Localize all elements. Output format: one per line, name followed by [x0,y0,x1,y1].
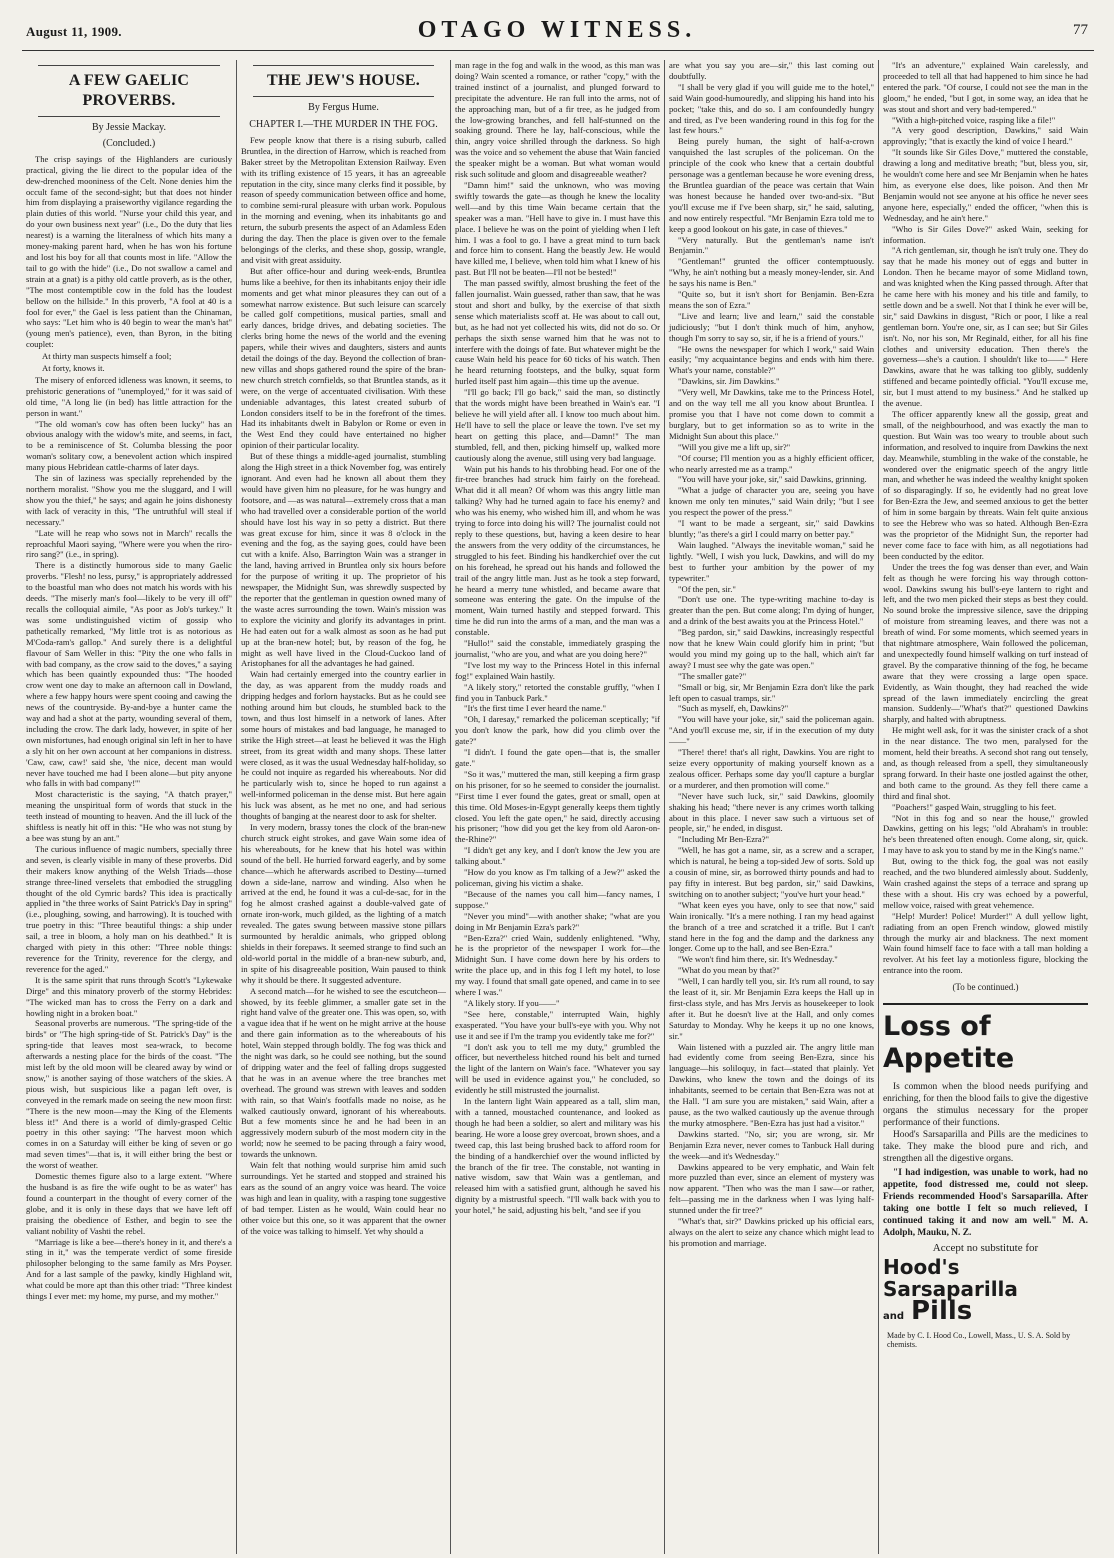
paragraph: "Very naturally. But the gentleman's name isn't Benjamin." [669,234,874,256]
advert-accept-line: Accept no substitute for [932,1242,1039,1255]
paragraph: Dawkins appeared to be very emphatic, and Wain felt more puzzled than ever, since an element of mystery was now apparent. "Then who was the man I saw—or rather, felt—passing me in the darkness when I was lying half-stunned under the fir tree?" [669,1161,874,1216]
paragraph: "Well, I can hardly tell you, sir. It's rum all round, to say the least of it, sir. Mr Benjamin Ezra keeps the Hall up in first-class style, and has Mrs Jervis as housekeeper to look after it. But he doesn't live at the Hall, and only comes Saturday to Monday. Why he keeps it up no one knows, sir." [669,976,874,1041]
paragraph: "Don't use one. The type-writing machine to-day is greater than the pen. But come along; I'm dying of hunger, and a drink of the best awaits you at the Princess Hotel." [669,594,874,627]
paragraph: "I don't ask you to tell me my duty," grumbled the officer, but nevertheless hitched round his belt and turned the light of the lantern on Wain's face. "Whatever you say will be used in evidence against you," he concluded, so evidently he still mistrusted the journalist. [455,1041,660,1096]
paragraph: "I didn't. I found the gate open—that is, the smaller gate." [455,747,660,768]
advert-brand: Hood's Sarsaparilla [883,1254,1018,1301]
page-number: 77 [1073,22,1088,38]
paragraph: "Poachers!" gasped Wain, struggling to his feet. [892,801,1057,812]
paragraph: "You will have your joke, sir," said Dawkins, grinning. [678,474,867,485]
gaelic-headline: A FEW GAELIC PROVERBS. [68,72,190,109]
paragraph: "What keen eyes you have, only to see that now," said Wain ironically. "It's a mere nothing. I ran my head against the branch of a tree and scratched it a trifle. But I can't stand here in the fog and the damp and the darkness any longer. Come up to the hall, and see Ben-Ezra." [669,899,874,954]
paragraph: But, owing to the thick fog, the goal was not easily reached, and the two blundered aimlessly about. Suddenly, Wain crashed against the steps of a terrace and sprang up these with a shout. His cry was echoed by a powerful, mellow voice, raised with great vehemence. [883,856,1088,910]
paragraph: "Including Mr Ben-Ezra?" [678,834,770,845]
paragraph: The curious influence of magic numbers, specially three and seven, is clearly visible in many of these proverbs. Did their makers know anything of the Welsh Triads—those strange three-lined verselets that embodied the struggling thought of the old Cymric bards? This idea is practically applied in "the three works of Saint Patrick's Day in spring" (i.e., ploughing, sowing, and harrowing). It is touched with true poetry in this: "Three beautiful things: a ship under sail, a tree in bloom, a holy man on his deathbed." It is charged with piety in this other: "Three noble things: reverence for the Trinity, reverence for the clergy, and reverence for the aged." [26,843,232,974]
paragraph: man rage in the fog and walk in the wood, as this man was doing? Wain scented a romance, or rather "copy," with the trained instinct of a journalist, and plunged forward to precipitate the adventure. He ran full into the arms, not of the approaching man, but of a fir tree, as he judged from the low-growing branches, and fell half-stunned on the soaking ground. There he lay, half-conscious, while the thin, angry voice shrilled through the darkness. So high was the voice and so vehement the abuse that Wain fancied the speaker might be a woman. But what woman would risk such solitude and gloom and disagreeable weather? [455,60,660,180]
paragraph: "What a judge of character you are, seeing you have known me only ten minutes," said Wain drily; "but I see you respect the power of the press." [669,485,874,518]
paragraph: "So it was," muttered the man, still keeping a firm grasp on his prisoner, for so he seemed to consider the journalist. "First time I ever found the gates, great or small, open at this time. Old Moses-in-Egypt generally keeps them tightly closed. You left the gate open," he said, directly accusing his prisoner; "how did you get the key from old Aaron-on-the-Rhine?" [455,768,660,845]
paragraph: But after office-hour and during week-ends, Bruntlea hums like a beehive, for then its inhabitants enjoy their idle moments and get what minor pleasures they can out of a somewhat narrow existence. But such leisure can scarcely be called golf competitions, musical parties, small and early dances, bridge drives, and debating societies. The clerks bring home the news of the world and the evening papers, while their wives and daughters, sisters and aunts detail the doings of the day. Beyond the collection of bran-new villas and shops gathered round the spire of the bran-new church stretch cornfields, so that Bruntlea stands, as it were, on the verge of accentuated civilisation. With these undeniable advantages, this latest created suburb of London considers itself to be in the forefront of the times. Had its inhabitants dwelt in Babylon or Rome or even in the West End they could have entertained no higher opinion of their particular locality. [241,265,446,451]
paragraph: "I shall be very glad if you will guide me to the hotel," said Wain good-humouredly, and slipping his hand into his pocket; "take this, and do so. I am confoundedly hungry and tired, as I've been wandering round in this fog for the last few hours." [669,81,874,136]
paragraph: "I'll go back; I'll go back," said the man, so distinctly that the words might have been breathed in Wain's ear. "I believe he will yield after all. I know too much about him. He'll have to sell the place or leave the town. I've set my heart on getting this place, and—Damn!" The man stumbled, fell, and then, picking himself up, walked more cautiously along the avenue, still using very bad language. [455,387,660,463]
advert-body: Is common when the blood needs purifying and enriching, for then the blood fails to give the digestive organs the stimulus necessary for the proper performance of their functions. [883,1082,1088,1129]
paragraph: The crisp sayings of the Highlanders are curiously practical, giving the lie direct to the popular idea of the dew-drenched mooniness of the Celt. None denies him the occult fame of the second-sight; but that does not hinder him from displaying a praiseworthy vigilance regarding the plain duties of this world. "Nurse your child this year, and do your own business next year" (i.e., Do the duty that lies nearest) is a warning the literalness of which hits many a money-making parent hard, when he has won his fortune and lost his boy for all that counts most in life. "Allow the tail to go with the hide" (i.e., Do not swallow a camel and strain at a gnat) is a pithy old cattle proverb, as is the other, "The most contemptible cow in the fold has the loudest bellow on the hillside." In this proverb, "A fool at 40 is a fool for ever," the Gael is less patient than the Chinaman, who says: "Let him who is 40 begin to wear the man's hat" (young men's patience), even, than Byron, in the biting couplet: [26,153,232,350]
jews-house-headline: THE JEW'S HOUSE. [266,72,421,89]
paragraph: "A likely story," retorted the constable gruffly, "when I find you in Tanbuck Park." [455,681,660,703]
paragraph: "You will have your joke, sir," said the policeman again. "And you'll excuse me, sir, if in the execution of my duty——" [669,714,874,747]
paragraph: "We won't find him there, sir. It's Wednesday." [678,954,838,965]
paragraph: "Of the pen, sir." [678,583,736,594]
advert-pills-line [883,1295,1088,1350]
paragraph: Wain laughed. "Always the inevitable woman," said he lightly. "Well, I wish you luck, Dawkins, and will do my best to further your ambition by the power of my typewriter." [669,539,874,583]
chapter-heading: CHAPTER I.—THE MURDER IN THE FOG. [249,118,438,130]
paragraph: "Because of the names you call him—fancy names, I suppose." [455,888,660,910]
paragraph: "Live and learn; live and learn," said the constable judiciously; "but I don't think much of him, anyhow, though I'm sorry to say so, sir, if he is a friend of yours." [669,310,874,343]
paragraph: The man passed swiftly, almost brushing the feet of the fallen journalist. Wain guessed, rather than saw, that he was stout and short and bulky, by the exercise of that sixth sense which materialists scoff at. He was about to call out, but, as he had not yet collected his wits, did not do so. Or perhaps the sixth sense warned him that he was not to interfere with the doings of fate. But whatever might be the cause Wain held his peace for 60 ticks of his watch. Then he heard returning footsteps, and the bulky, squat form hurled itself past him again—this time up the avenue. [455,278,660,387]
paragraph: Few people know that there is a rising suburb, called Bruntlea, in the direction of Harrow, which is reached from Baker street by the Metropolitan Extension Railway. Even with its trifling existence of 15 years, it has an agreeable reputation in the city, since many clerks find it possible, by reason of speedy communication between office and home, to combine semi-rural pleasure with urban work. Populous in the morning and evening, when its inhabitants go and return, the suburb presents the aspect of an Adamless Eden during the day. Then the place is given over to the female belongings of the clerks, and these shop, gossip, wrangle, and visit with great assiduity. [241,134,446,265]
headline-rule [38,116,220,117]
paragraph: "I didn't get any key, and I don't know the Jew you are talking about." [455,845,660,867]
paragraph: In very modern, brassy tones the clock of the bran-new church struck eight strokes, and gave Wain some idea of his whereabouts, for he knew that his hotel was within sound of the bell. He hurried forward eagerly, and by some chance—which he afterwards ascribed to Destiny—turned down a side-lane, narrow and winding. Also when he arrived at the end, he found it was a cul-de-sac, for in the fog he almost crashed against a double-valved gate of ornate iron-work, much gilded, as the lighting of a match revealed. The gates swung between massive stone pillars surmounted by heraldic animals, who gripped oblong shields in their forepaws. It seemed strange to find such an old-world portal in the middle of a bran-new suburb, and, in spite of his disagreeable position, Wain paused to think why it should be there. It suggested adventure. [241,822,446,985]
paragraph: A second match—for he wished to see the escutcheon—showed, by its feeble glimmer, a smaller gate set in the right hand valve of the greater one. This was open, so, with a vague idea that if he went on he might arrive at the house and there gain information as to the whereabouts of his hotel, Wain stepped through boldly. The fog was thick and the night was dark, so he could see nothing, but the sound of dripping water and the feel of falling drops suggested that he was in an avenue where the tree branches met overhead. The ground was strewn with leaves and sodden with rain, so that Wain's footfalls made no noise, as he walked cautiously onward, ignorant of his whereabouts. But a few moments since he and he had been in an aggressively modern suburb of the most modern city in the world; now he seemed to be pacing through a fairy wood, towards the unknown. [241,985,446,1160]
headline-rule [253,96,434,97]
paragraph: Seasonal proverbs are numerous. "The spring-tide of the birds" or "The high spring-tide of St. Patrick's Day" is the spring-tide that leaves most sea-wrack, to become afterwards a nesting place for the birds of the coast. "The mist left by the old moon will be cleared away by wind or snow," is another saying of those watchers of the skies. A pious wish, but suspicious like a pagan left over, is conveyed in the remark made on seeing the new moon first: "There is the new moon—may the King of the Elements bless it!" And there is a world of dimly-grasped Celtic poetry in this other saying: "The harvest moon which comes in on a Saturday will either be king of seven or go mad seven times"—that is, it will either bring the best or the worst of weather. [26,1018,232,1171]
paragraph: "A very good description, Dawkins," said Wain approvingly; "that is exactly the kind of voice I heard." [883,125,1088,147]
headline-rule [38,65,220,66]
paragraph: It is the same spirit that runs through Scott's "Lykewake Dirge" and this minatory proverb of the stormy Hebrides: "The wicked man has to cross the Ferry on a dark and howling night in a broken boat." [26,974,232,1018]
gaelic-byline: By Jessie Mackay. [91,122,167,133]
newspaper-title: OTAGO WITNESS. [417,17,697,43]
verse-line: At forty, knows it. [42,363,105,374]
issue-date: August 11, 1909. [26,24,122,39]
advert-body: Hood's Sarsaparilla and Pills are the medicines to take. They make the blood pure and rich, and strengthen all the digestive organs. [883,1130,1088,1165]
paragraph: "There! there! that's all right, Dawkins. You are right to seize every opportunity of making yourself known as a zealous officer. Perhaps some day you'll capture a burglar or a murderer, and then promotion will come." [669,747,874,790]
advert-maker: Made by C. I. Hood Co., Lowell, Mass., U. S. A. Sold by chemists. [887,1331,1071,1350]
advert-and: and [883,1310,905,1322]
masthead-rule [22,50,1094,51]
paragraph: "Not in this fog and so near the house," growled Dawkins, getting on his legs; "old Abraham's in trouble: he's been threatened often enough. Come along, sir, quick. I may have to ask you to stand by me in the King's name." [883,812,1088,856]
paragraph: "The smaller gate?" [678,670,747,681]
paragraph: "Gentleman!" grunted the officer contemptuously. "Why, he ain't nothing but a measly money-lender, sir. And he says his name is Ben." [669,256,874,289]
paragraph: "Hullo!" said the constable, immediately grasping the journalist, "who are you, and what are you doing here?" [455,638,660,659]
paragraph: "A rich gentleman, sir, though he isn't truly one. They do say that he made his money out of eggs and butter in London. Then he became mayor of some Midland town, and was knighted when the King passed through. After that he came here with his money and his title and family, to settle down and be a swell. Not that I think he ever will be, sir," said Dawkins in disgust, "Rich or poor, I like a real gentleman born. You're one, sir, as I can see; but Sir Giles isn't. No, nor his son, Mr Reginald, either, for all his fine clothes and university education. Then there's the governess—she's a caution. I shouldn't like to——" Here Dawkins, aware that he was talking too glibly, suddenly stiffened and became pointedly official. "You'll excuse me, sir, but I must attend to my business." And he stalked up the avenue. [883,245,1088,409]
paragraph: "Damn him!" said the unknown, who was moving swiftly towards the gate—as though he knew the locality well—and by this time Wain became certain that the speaker was a man. "Hell have to give in. I must have this place. I believe he was on the point of yielding when I left him. I was a fool to go. I have a great mind to turn back and force him to consent. Hang the beastly Jew. He would have killed me, I believe, when told him what I knew of his past. But I'll not be beaten—I'll not be bested!" [455,179,660,278]
paragraph: Under the trees the fog was denser than ever, and Wain felt as though he were forcing his way through cotton-wool. Dawkins swung his bull's-eye lantern to right and left, and the two men picked their steps as best they could. No sound broke the impressive silence, save the dripping of moisture from streaming leaves, and there was not a breath of wind. For some moments, which seemed years in that nightmare atmosphere, Wain followed the policeman, and unexpectedly found himself walking on turf instead of gravel. By the comparative thinning of the fog, he became aware that they were crossing a large open space. Evidently, as Wain thought, they had reached the wide spread of the lawn immediately encircling the great mansion. Suddenly—"What's that?" questioned Dawkins sharply, and halted with abruptness. [883,561,1088,725]
hoods-advertisement [883,1003,1088,1350]
advert-headline: Loss of Appetite [883,1011,1015,1075]
paragraph: In the lantern light Wain appeared as a tall, slim man, with a tanned, moustached countenance, and looked as though he had been a soldier, so alert and military was his bearing. He wore a loose grey overcoat, brown shoes, and a tweed cap, this last being brushed back to afford room for the binding of a handkerchief over the wound inflicted by the branch of the fir tree. The constable, not wanting in native wisdom, saw that Wain was a gentleman, and released him with a satisfied grunt, although he saved his dignity by a mistrustful speech. "I'll walk back with you to your hotel," he said, adjusting his belt, "and see if you [455,1096,660,1216]
paragraph: "What's that, sir?" Dawkins pricked up his official ears, always on the alert to seize any chance which might lead to his promotion and marriage. [669,1216,874,1248]
paragraph: There is a distinctly humorous side to many Gaelic proverbs. "Flesh! no less, pursy," is appropriately addressed to the boastful man who does not match his words with his deeds. "The miserly man's fool—likely to be very ill off" recalls the colloquial aimile, "As poor as Job's turkey." It was some undistinguished victim of gossip who pathetically remarked, "My little trot is as notorious as M'Coda-ram's gallop." And surely there is a delightful flavour of Sam Weller in this: "Pity the one who falls in with bad company, as the crow said to the doves," a saying which has been quaintly expounded thus: "The hooded crow went one day to make an afternoon call in Dowland, where a few happy hours were spent cooing and cawing the news of the countryside. By-and-bye a hunter came the way and had a shot at the party, wounding several of them, including the crow. The dark lady, however, in spite of her own misfortunes, had enough original sin left in her to have a sly hit on her own account at her companions in distress. 'Caw, caw, caw!' said she, 'the nice, decent man would never have touched me had I been alone—but pity anyone who falls in with bad company!'" [26,560,232,789]
paragraph: Wain felt that nothing would surprise him amid such surroundings. Yet he started and stopped and strained his ears as the sound of an angry voice was heard. The voice was high and lean in quality, with a rasping tone suggestive of bad temper. Listen as he would, Wain could hear no other voice but this one, so it was apparent that the owner of the voice was talking to himself. Yet why should a [241,1160,446,1236]
paragraph: But of these things a middle-aged journalist, stumbling along the High street in a thick November fog, was entirely ignorant. And even had he known all about them they would have given him no pleasure, for he was hungry and footsore, and —as was natural—extremely cross that a man who had travelled over a considerable portion of the world should have lost his way in so petty a district. But there was great excuse for him, since it was 8 o'clock in the evening and the fog, as the saying goes, could have been cut with a knife. Also, Barrington Wain was a stranger in the land, having arrived in Bruntlea only six hours before for the purpose of writing it up. The proprietor of his newspaper, the Midnight Sun, was shrewdly suspected by the reporter that the gentleman in question owned many of the waste acres surrounding the town. Wain's mission was to explore the vicinity and glorify its advantages in print. He had eaten out for a walk almost as soon as he had put up at the bran-new hotel; but, by reason of the fog, he might as well have lived in the Cloud-Cuckoo land of Aristophanes for all the advantages he had gained. [241,451,446,669]
paragraph: The misery of enforced idleness was known, it seems, to prehistoric generations of "unemployed," for it was said of old time, "A long lie (in bed) has little attraction for the person in want." [26,374,232,418]
paragraph: "Quite so, but it isn't short for Benjamin. Ben-Ezra means the son of Ezra." [669,289,874,310]
paragraph: "I've lost my way to the Princess Hotel in this infernal fog!" explained Wain hastily. [455,659,660,681]
article-columns [22,60,1096,1554]
paragraph: "Such as myself, eh, Dawkins?" [678,703,789,714]
paragraph: "What do you mean by that?" [678,965,780,976]
paragraph: "Who is Sir Giles Dove?" asked Wain, seeking for information. [883,223,1088,245]
paragraph: "How do you know as I'm talking of a Jew?" asked the policeman, giving his victim a shake. [455,867,660,888]
paragraph: The sin of laziness was specially reprehended by the northern moralist. "Show you me the sluggard, and I will show you the thief," he says; and again he joins dishonesty with lack of veracity in this, "The untruthful will steal if necessary." [26,473,232,527]
paragraph: "Never have such luck, sir," said Dawkins, gloomily shaking his head; "there never is any crimes worth talking about in this place. I never saw such a virtuous set of people, sir," he ended, in disgust. [669,790,874,834]
paragraph: "Small or big, sir, Mr Benjamin Ezra don't like the park left open to casual tramps, sir." [669,681,874,703]
paragraph: "A likely story. If you——" [464,997,560,1008]
paragraph: "It's the first time I ever heard the name." [464,703,606,714]
paragraph: The officer apparently knew all the gossip, great and small, of the neighbourhood, and was exactly the man to question. But Wain was too weary to trouble about such information, and resolved to inquire from Dawkins the next day. Meanwhile, stumbling in the wake of the constable, he wondered over the enigmatic speech of the angry little man, and whether he was indeed the wealthy knight spoken of so disparagingly. If so, he evidently had no great love for Ben-Ezra the Jew, and seemed anxious to get the better of him in some bargain by threats. Wain felt quite anxious to see the Hebrew who was so hated. Although Ben-Ezra was the proprietor of the Midnight Sun, the reporter had never come face to face with him, as all negotiations had been conducted by the editor. [883,409,1089,561]
paragraph: Domestic themes figure also to a large extent. "Where the husband is as fire the wife ought to be as water" has found a counterpart in the thought of every corner of the globe, and it is only in these days that we have left off praising the obedience of Esther, and begin to see the valiant nobility of Vashti the rebel. [26,1171,232,1236]
paragraph: are what you say you are—sir," this last coming out doubtfully. [669,60,874,81]
paragraph: "Help! Murder! Police! Murder!" A dull yellow light, radiating from an open French window, glowed mistily through the murky air and blackness. The next moment Wain found himself face to face with a tall man holding a revolver. At his feet lay a motionless figure, blocking the entrance into the room. [883,910,1088,976]
column-4 [664,60,878,1554]
paragraph: "It's an adventure," explained Wain carelessly, and proceeded to tell all that had happened to him since he had entered the park. "Of course, I could not see the man in the gloom," he ended, "but I got, in some way, an idea that he was stout and short and very bad-tempered." [883,60,1088,114]
paragraph: "Dawkins, sir. Jim Dawkins." [678,376,780,387]
paragraph: "Very well, Mr Dawkins, take me to the Princess Hotel, and on the way tell me all you know about Bruntlea. I promise you that I have not come down to commit a burglary, but to get information so as to write in the Midnight Sun about this place." [669,387,874,441]
paragraph: Wain put his hands to his throbbing head. For one of the fir-tree branches had struck him fairly on the forehead. What did it all mean? Of whom was this angry little man talking? Why had he turned again to face his enemy? and who was his enemy, who wished him ill, and whom he was trying to force into doing his will? The journalist could not reply to these questions, but, having a keen desire to hear the answers from the very oddity of the circumstances, he struggled to his feet. Binding his handkerchief over the cut on his forehead, he spread out his hands and followed the trail of the angry little man. Just as he took a step forward, he heard a merry tune whistled, and became aware that someone was entering the gate. On the impulse of the moment, Wain turned hastily and stepped forward. This time he did run into the arms of a man, and the man was a constable. [455,463,660,638]
paragraph: "I want to be made a sergeant, sir," said Dawkins bluntly; "as there's a girl I could marry on better pay." [669,518,874,539]
paragraph: "With a high-pitched voice, rasping like a file!" [892,114,1056,125]
paragraph: "Marriage is like a bee—there's honey in it, and there's a sting in it," was the temperate verdict of some fireside philosopher belonging to the same family as Mrs Poyser. And for a last sample of the pawky, kindly Highland wit, what could be more apt than this other triad: "Three kindest things I ever met: my home, my purse, and my mother." [26,1236,232,1302]
paragraph: "See here, constable," interrupted Wain, highly exasperated. "You have your bull's-eye with you. Why not use it and see if I'm the tramp you evidently take me for?" [455,1008,660,1041]
paragraph: "Never you mind"—with another shake; "what are you doing in Mr Benjamin Ezra's park?" [455,910,660,932]
headline-rule [253,65,434,66]
masthead [0,0,1114,58]
paragraph: Dawkins started. "No, sir; you are wrong, sir. Mr Benjamin Ezra never, never comes to Tanbuck Hall during the week—and it's Wednesday." [669,1128,874,1161]
paragraph: "Will you give me a lift up, sir?" [678,441,791,452]
column-5 [878,60,1092,1554]
paragraph: Being purely human, the sight of half-a-crown vanquished the last scruples of the policeman. On the principle of the cook who knew that a certain doubtful personage was a gentleman because he wore evening dress, the Bruntlea guardian of the peace was certain that Wain was honest because he handed over two-and-six. "But you'll excuse me if I've been sharp, sir," he said, saluting, and now entirely respectful. "Mr Benjamin Ezra told me to keep a good lookout on his gate, in case of thieves." [669,136,874,234]
advert-pills: Pills [911,1295,973,1326]
paragraph: "Late will he reap who sows not in March" recalls the reproachful Maori saying, "Where were you when the riro-riro sang?" (i.e., in spring). [26,527,232,560]
paragraph: He might well ask, for it was the sinister crack of a shot in the near distance. The two men, paralysed for the moment, held their breaths. A second shot rang out tensely, and, as though released from a spell, they simultaneously sprang forward. In their haste one jostled against the other, and both came to the ground. As they fell there came a third and final shot. [883,725,1088,801]
column-1 [22,60,236,1554]
paragraph: "Beg pardon, sir," said Dawkins, increasingly respectful now that he knew Wain could glorify him in print; "but would you mind my going up to the hall, which ain't far away? I must see why the gate was open." [669,627,874,670]
column-2 [236,60,450,1554]
paragraph: Wain had certainly emerged into the country earlier in the day, as was apparent from the muddy roads and dripping hedges and forlorn haystacks. But as he could see nothing around him but clouds, he stumbled back to the town, and thus lost himself in a network of lanes. After some hours of mistakes and bad language, he managed to strike the High street—at least he believed it was the High street, from its great width and many shops. These latter were closed, as it was the usual Wednesday half-holiday, so he could not inquire as regarded his whereabouts. Nor did he particularly wish to, since he hoped to run against a well-informed policeman in the dense mist. But here again his luck was absent, as he met no one, and had serious thoughts of banging at the nearest door to ask for shelter. [241,669,446,822]
paragraph: Wain listened with a puzzled air. The angry little man had evidently come from seeing Ben-Ezra, since his language—his soliloquy, in fact—stated that plainly. Yet Dawkins, who knew the town and the doings of its inhabitants, seemed to be certain that Ben-Ezra was not at the Hall. "I am sure you are mistaken," said Wain, after a pause, as the two walked cautiously up the avenue through the murky atmosphere. "Ben-Ezra has just had a visitor." [669,1041,874,1128]
to-be-continued-note: (To be continued.) [952,982,1019,993]
paragraph: "Of course; I'll mention you as a highly efficient officer, who nearly arrested me as a tramp." [669,452,874,474]
advert-testimonial: "I had indigestion, was unable to work, had no appetite, food distressed me, could not sleep. Friends recommended Hood's Sarsaparilla. After taking one bottle I felt so much relieved, I continued taking it and now am well." M. A. Adolph, Mauku, N. Z. [883,1168,1088,1239]
paragraph: "He owns the newspaper for which I work," said Wain easily; "my acquaintance begins and ends with him there. What's your name, constable?" [669,343,874,376]
paragraph: "The old woman's cow has often been lucky" has an obvious analogy with the widow's mite, and seems, in fact, to be a reminiscence of St. Columba blessing the poor woman's solitary cow, a benevolent action which inspired many pious Hebridean cattle-charms of later days. [26,418,232,473]
paragraph: Most characteristic is the saying, "A thatch prayer," meaning the unspiritual form of words that stuck in the teeth instead of mounting to heaven. And the ill luck of the shiftless is neatly hit off in this: "He who was not stung by a bee was stung by an ant." [26,789,232,843]
column-3 [450,60,664,1554]
gaelic-concluded-note: (Concluded.) [102,137,156,149]
jews-house-byline: By Fergus Hume. [308,102,379,113]
paragraph: "Oh, I daresay," remarked the policeman sceptically; "if you don't know the park, how did you climb over the gate?" [455,714,660,747]
paragraph: "It sounds like Sir Giles Dove," muttered the constable, drawing a long and meditative breath; "but, bless you, sir, he wouldn't come here and see Mr Benjamin when he hates him, as everyone else does, like poison. And then Mr Benjamin would not see anyone at his office he never sees anyone here, especially," ended the officer, "when this is Wednesday, and he ain't here." [883,147,1088,223]
paragraph: "Ben-Ezra?" cried Wain, suddenly enlightened. "Why, he is the proprietor of the newspaper I work for—the Midnight Sun. I have come down here by his orders to write the place up, and in this fog I left my hotel, to lose my way. I found that small gate opened, and came in to see where I was." [455,932,660,998]
paragraph: "Well, he has got a name, sir, as a screw and a scraper, which is natural, he being a top-sided Jew of sorts. Sold up a cousin of mine, sir, as borrowed thirty pounds and had to pay fifty in interest. But beg pardon, sir," said Dawkins, switching on to another subject; "you've hurt your head." [669,845,874,899]
verse-line: At thirty man suspects himself a fool; [42,351,172,362]
